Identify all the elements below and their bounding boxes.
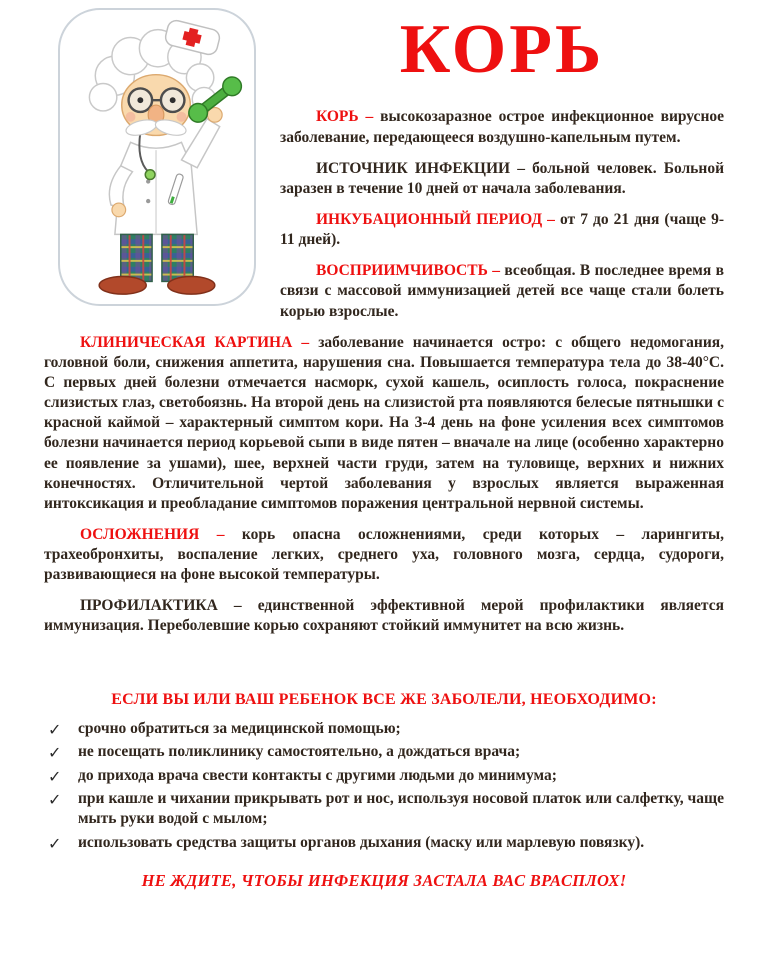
checkmark-icon: ✓ bbox=[48, 766, 62, 786]
checklist-item-text: до прихода врача свести контакты с другими людьми до минимума; bbox=[78, 766, 557, 784]
checkmark-icon: ✓ bbox=[48, 833, 62, 853]
paragraph-susceptibility-text: всеобщая. В последнее время в связи с массовой иммунизацией детей все чаще стали болеть корью взрослые. bbox=[280, 262, 725, 320]
page-title: КОРЬ bbox=[399, 11, 605, 88]
term-measles: КОРЬ – bbox=[316, 108, 374, 126]
checklist-item-text: при кашле и чихании прикрывать рот и нос, используя носовой платок или салфетку, чаще мыть руки водой с мылом; bbox=[78, 789, 724, 828]
paragraph-incubation-period-text: от 7 до 21 дня (чаще 9-11 дней). bbox=[280, 210, 725, 249]
checklist-item bbox=[44, 742, 724, 762]
term-prevention: ПРОФИЛАКТИКА – bbox=[80, 597, 242, 615]
sick-instructions-heading: ЕСЛИ ВЫ ИЛИ ВАШ РЕБЕНОК ВСЕ ЖЕ ЗАБОЛЕЛИ, НЕОБХОДИМО: bbox=[111, 690, 657, 708]
checklist-item-text: использовать средства защиты органов дыхания (маску или марлевую повязку). bbox=[78, 833, 645, 851]
doctor-cartoon-image bbox=[60, 10, 254, 304]
paragraph-definition-text: высокозаразное острое инфекционное вирусное заболевание, передающееся воздушно-капельным путем. bbox=[280, 108, 724, 146]
doctor-illustration bbox=[58, 8, 256, 306]
term-clinical-picture: КЛИНИЧЕСКАЯ КАРТИНА – bbox=[80, 333, 310, 351]
paragraph-infection-source-text: больной человек. Больной заразен в течение 10 дней от начала заболевания. bbox=[280, 159, 724, 197]
checklist-item bbox=[44, 766, 724, 786]
footer-warning: НЕ ЖДИТЕ, ЧТОБЫ ИНФЕКЦИЯ ЗАСТАЛА ВАС ВРАСПЛОХ! bbox=[141, 871, 627, 891]
paragraph-clinical-picture bbox=[44, 333, 724, 514]
paragraph-clinical-picture-text: заболевание начинается остро: с общего недомогания, головной боли, снижения аппетита, нарушения сна. Повышается температура тела до 38-40°С. С первых дней болезни отмечается насморк, сухой кашель, осиплость голоса, покраснение слизистых глаз, светобоязнь. На второй день на слизистой рта появляются белесые пятнышки с красной каймой – характерный симптом кори. На 3-4 день на фоне усиления всех симптомов болезни начинается период корьевой сыпи в виде пятен – вначале на лице (особенно характерно ее появление за ушами), шее, верхней части груди, затем на туловище, верхних и нижних конечностях. Отличительной чертой заболевания у взрослых является выраженная интоксикация и преобладание симптомов поражения центральной нервной системы. bbox=[44, 333, 725, 512]
checklist-item bbox=[44, 789, 724, 830]
paragraph-complications-text: корь опасна осложнениями, среди которых – ларингиты, трахеобронхиты, воспаление легких, среднего уха, головного мозга, сердца, судороги, развивающиеся на фоне высокой температуры. bbox=[44, 525, 724, 584]
checklist-item-text: не посещать поликлинику самостоятельно, а дождаться врача; bbox=[78, 743, 521, 761]
checkmark-icon: ✓ bbox=[48, 743, 62, 763]
paragraph-prevention bbox=[44, 596, 724, 636]
paragraph-prevention-text: единственной эффективной мерой профилактики является иммунизация. Переболевшие корью сохраняют стойкий иммунитет на всю жизнь. bbox=[44, 597, 724, 635]
checklist-item-text: срочно обратиться за медицинской помощью; bbox=[78, 719, 401, 737]
term-infection-source: ИСТОЧНИК ИНФЕКЦИИ – bbox=[316, 159, 525, 177]
checklist bbox=[44, 719, 724, 854]
term-complications: ОСЛОЖНЕНИЯ – bbox=[80, 525, 225, 543]
term-incubation-period: ИНКУБАЦИОННЫЙ ПЕРИОД – bbox=[316, 210, 555, 228]
checklist-item bbox=[44, 719, 724, 739]
checkmark-icon: ✓ bbox=[48, 719, 62, 739]
paragraph-complications bbox=[44, 525, 724, 585]
checkmark-icon: ✓ bbox=[48, 789, 62, 809]
term-susceptibility: ВОСПРИИМЧИВОСТЬ – bbox=[316, 262, 500, 280]
checklist-item bbox=[44, 833, 724, 853]
